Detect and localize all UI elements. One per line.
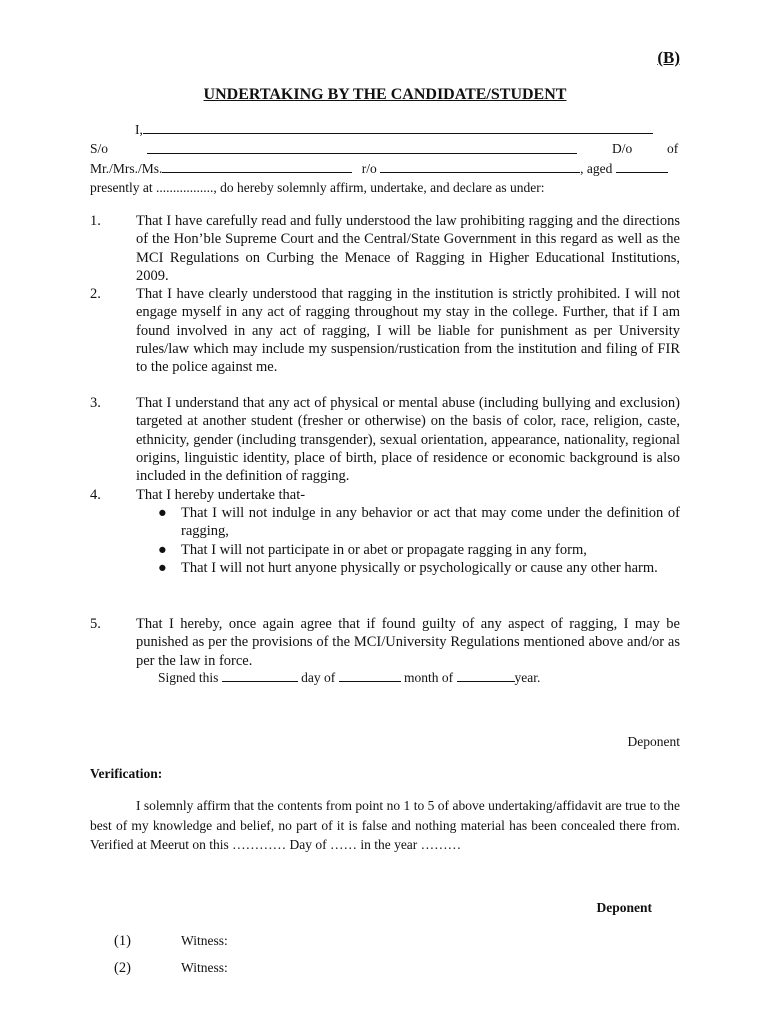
month-of-label: month of [404,670,454,685]
bullet-text: That I will not indulge in any behavior or act that may come under the definition of ragging, [181,505,680,540]
i-label: I, [135,122,143,137]
bullet-text: That I will not hurt anyone physically or psychologically or cause any other harm. [181,559,658,576]
bullet-item [158,559,680,577]
bullet-icon: ● [158,541,167,558]
item-number: 1. [90,213,101,229]
item-number: 4. [90,487,101,503]
bullet-item [158,504,680,541]
signed-day-blank[interactable] [222,669,298,682]
of-label: of [667,141,679,156]
verification-text: I solemnly affirm that the contents from point no 1 to 5 of above undertaking/affidavit are true to the best of my knowledge and belief, no part of it is false and nothing material has been concealed there from. Verified at Meerut on this ………… Day of …… in the year ……… [90,798,680,852]
item-text: That I understand that any act of physical or mental abuse (including bullying and exclusion) targeted at another student (fresher or otherwise) on the basis of color, race, religion, caste, ethnicity, gender (including transgender), sexual orientation, appearance, nationality, regional origins, linguistic identity, place of birth, place of residence or economic background is also included in the definition of ragging. [136,395,680,485]
aged-blank[interactable] [616,160,668,173]
mr-row [90,160,668,177]
document-title: UNDERTAKING BY THE CANDIDATE/STUDENT [203,86,567,103]
item-text: That I hereby undertake that- [136,487,306,503]
name-blank[interactable] [143,121,653,134]
list-item-3 [90,394,680,485]
name-line [135,121,653,138]
list-item-1 [90,212,680,285]
list-item-2 [90,285,680,376]
so-label: S/o [90,141,109,156]
item-number: 2. [90,286,101,302]
item-text: That I have clearly understood that ragging in the institution is strictly prohibited. I will not engage myself in any act of ragging throughout my stay in the college. Further, that if I am found involved in any act of ragging, I will be liable for punishment as per University rules/law which may include my suspension/rustication from the institution and filing of FIR to the police against me. [136,286,680,376]
mr-label: Mr./Mrs./Ms. [90,161,163,176]
so-blank-wrap [147,141,577,159]
aged-label: , aged [580,161,613,176]
list-item-4 [90,486,680,504]
presently-line: presently at ................., do hereby solemnly affirm, undertake, and declare as under: [90,180,545,195]
bullet-item [158,541,680,559]
witness-number: (2) [114,960,131,976]
witness-label: Witness: [181,960,228,975]
verification-heading: Verification: [90,766,163,781]
signed-this-label: Signed this [158,670,219,685]
signed-month-blank[interactable] [339,669,401,682]
do-label: D/o [612,141,633,156]
witness-label: Witness: [181,933,228,948]
deponent-signature-2: Deponent [596,900,652,915]
year-label: year. [514,670,541,685]
document-label: (B) [657,48,680,67]
day-of-label: day of [301,670,336,685]
item-number: 3. [90,395,101,411]
witness-1 [114,933,228,950]
witness-number: (1) [114,933,131,949]
item-text: That I hereby, once again agree that if found guilty of any aspect of ragging, I may be punished as per the provisions of the MCI/University Regulations mentioned above and/or as per the law in force. [136,616,680,669]
signed-year-blank[interactable] [457,669,515,682]
undertaking-bullets [158,504,680,577]
signed-line [158,669,540,686]
ro-label: r/o [361,161,377,176]
bullet-icon: ● [158,559,167,576]
list-item-5 [90,615,680,670]
mr-blank[interactable] [162,160,352,173]
item-number: 5. [90,616,101,632]
bullet-icon: ● [158,505,167,521]
witness-2 [114,960,228,977]
ro-blank[interactable] [380,160,580,173]
bullet-text: That I will not participate in or abet or propagate ragging in any form, [181,541,587,558]
item-text: That I have carefully read and fully understood the law prohibiting ragging and the directions of the Hon’ble Supreme Court and the Central/State Government in this regard as well as the MCI Regulations on Curbing the Menace of Ragging in Higher Educational Institutions, 2009. [136,213,680,284]
deponent-signature-1: Deponent [627,734,680,749]
so-blank[interactable] [147,141,577,154]
